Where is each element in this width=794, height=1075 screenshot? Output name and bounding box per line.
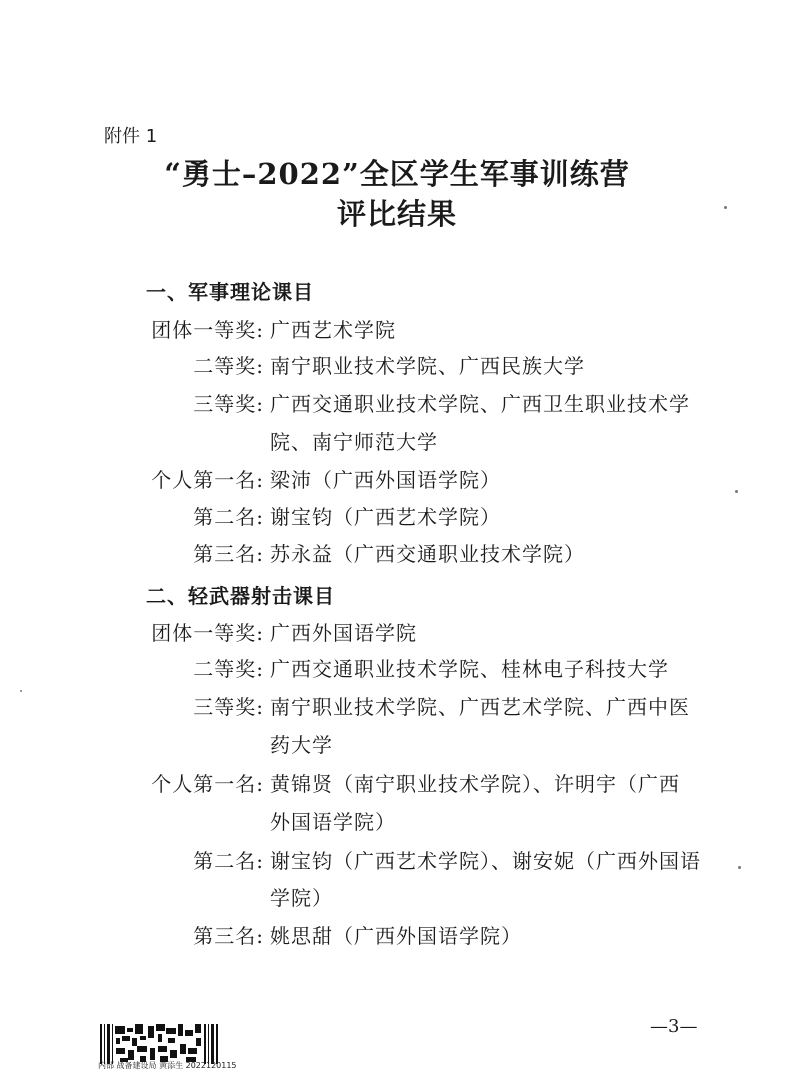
document-title-line2: 评比结果 <box>336 197 457 231</box>
award-label: 个人第一名: <box>151 468 264 492</box>
scan-speck <box>724 206 727 209</box>
section-heading-light-weapons: 二、轻武器射击课目 <box>146 584 335 608</box>
section-heading-military-theory: 一、军事理论课目 <box>146 280 314 304</box>
award-label: 个人第一名: <box>151 772 264 796</box>
award-value: 苏永益（广西交通职业技术学院） <box>270 542 585 566</box>
award-row-continuation <box>0 806 794 836</box>
barcode-caption: 内部 战备建设局 黄添生 2022120115 <box>98 1061 237 1070</box>
award-value: 谢宝钧（广西艺术学院） <box>270 505 501 529</box>
award-row <box>0 653 794 683</box>
scan-speck <box>735 490 738 493</box>
award-value: 南宁职业技术学院、广西民族大学 <box>270 354 585 378</box>
award-value: 广西交通职业技术学院、广西卫生职业技术学 <box>270 392 690 416</box>
award-label: 三等奖: <box>193 695 264 719</box>
document-title-line1: “勇士–2022”全区学生军事训练营 <box>164 157 630 191</box>
award-value: 梁沛（广西外国语学院） <box>270 468 501 492</box>
award-row-continuation <box>0 729 794 759</box>
award-row <box>0 538 794 568</box>
award-value: 院、南宁师范大学 <box>270 430 438 454</box>
award-row <box>0 350 794 380</box>
award-value: 广西交通职业技术学院、桂林电子科技大学 <box>270 657 669 681</box>
award-row <box>0 691 794 721</box>
award-label: 第二名: <box>193 849 264 873</box>
award-label: 团体一等奖: <box>151 621 264 645</box>
award-label: 团体一等奖: <box>151 318 264 342</box>
award-value: 广西艺术学院 <box>270 318 396 342</box>
award-row-continuation <box>0 426 794 456</box>
award-value: 学院） <box>270 886 333 910</box>
scan-speck <box>20 690 22 692</box>
award-row <box>0 617 794 647</box>
award-row <box>0 464 794 494</box>
award-value: 广西外国语学院 <box>270 621 417 645</box>
page-number: —3— <box>650 1016 698 1037</box>
award-row <box>0 920 794 950</box>
barcode-image <box>100 1024 220 1064</box>
award-row <box>0 501 794 531</box>
award-value: 外国语学院） <box>270 810 396 834</box>
award-row <box>0 314 794 344</box>
award-value: 黄锦贤（南宁职业技术学院）、许明宇（广西 <box>270 772 680 796</box>
award-row-continuation <box>0 882 794 912</box>
award-row <box>0 845 794 875</box>
award-label: 第三名: <box>193 542 264 566</box>
award-label: 第二名: <box>193 505 264 529</box>
award-value: 药大学 <box>270 733 333 757</box>
award-row <box>0 768 794 798</box>
attachment-label: 附件 1 <box>104 126 158 147</box>
award-label: 三等奖: <box>193 392 264 416</box>
award-label: 第三名: <box>193 924 264 948</box>
scan-speck <box>738 866 741 869</box>
award-value: 姚思甜（广西外国语学院） <box>270 924 522 948</box>
award-label: 二等奖: <box>193 657 264 681</box>
award-row <box>0 388 794 418</box>
award-value: 南宁职业技术学院、广西艺术学院、广西中医 <box>270 695 690 719</box>
award-label: 二等奖: <box>193 354 264 378</box>
award-value: 谢宝钧（广西艺术学院）、谢安妮（广西外国语 <box>270 849 701 873</box>
